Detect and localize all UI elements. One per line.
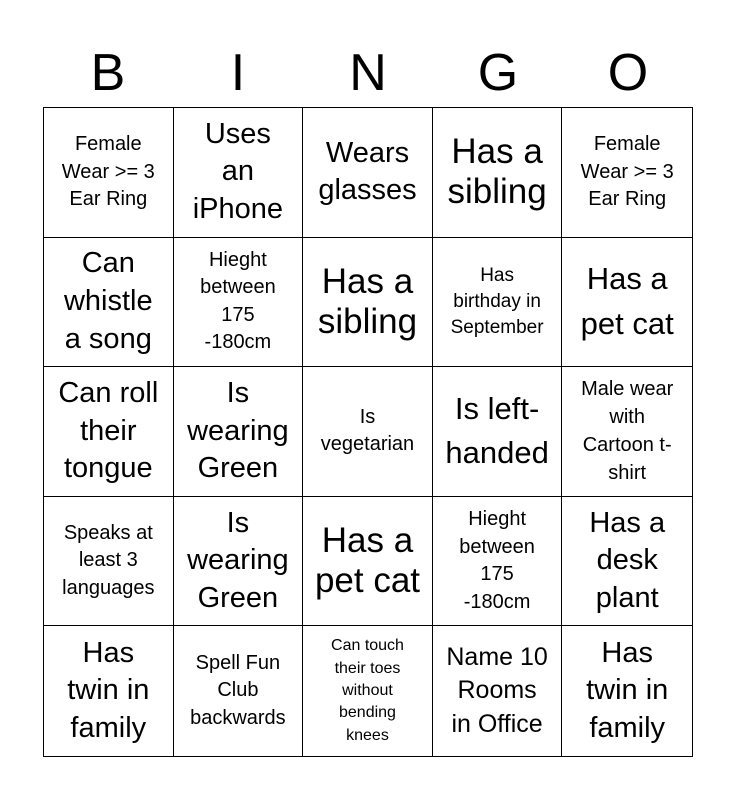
bingo-cell[interactable] [562,108,692,238]
bingo-cell[interactable] [433,626,563,756]
bingo-cell[interactable] [562,367,692,497]
cell-text: Has a sibling [447,132,547,212]
bingo-cell[interactable] [562,626,692,756]
bingo-board [43,107,693,757]
cell-text: Uses an iPhone [192,117,284,226]
bingo-cell[interactable] [433,108,563,238]
bingo-cell[interactable] [562,238,692,368]
header-letter-g: G [477,44,519,102]
bingo-cell[interactable] [44,497,174,627]
cell-text: Has a pet cat [580,260,674,341]
bingo-cell[interactable] [174,367,304,497]
cell-text: Speaks at least 3 languages [62,521,155,599]
bingo-cell[interactable] [44,367,174,497]
cell-text: Wears glasses [318,136,417,207]
cell-text: Is wearing Green [187,376,289,485]
cell-text: Is wearing Green [187,506,289,614]
cell-text: Can whistle a song [63,247,153,355]
cell-text: Has birthday in September [450,264,544,338]
cell-text: Hieght between 175 -180cm [459,507,535,613]
cell-text: Spell Fun Club backwards [190,651,286,729]
bingo-header [43,40,693,106]
header-letter-n: N [349,44,387,102]
cell-text: Can roll their tongue [58,376,159,485]
bingo-cell[interactable] [174,238,304,368]
cell-text: Is left- handed [445,390,549,471]
header-letter-b: B [90,44,126,102]
header-letter-i: I [230,44,246,102]
bingo-cell[interactable] [174,626,304,756]
bingo-cell[interactable] [303,626,433,756]
bingo-cell[interactable] [44,238,174,368]
bingo-cell[interactable] [44,108,174,238]
bingo-cell[interactable] [174,497,304,627]
cell-text: Has a sibling [317,261,418,341]
cell-text: Hieght between 175 -180cm [200,248,276,354]
cell-text: Female Wear >= 3 Ear Ring [61,132,155,211]
cell-text: Male wear with Cartoon t- shirt [581,378,674,485]
cell-text: Name 10 Rooms in Office [446,642,548,739]
cell-text: Female Wear >= 3 Ear Ring [580,132,674,211]
cell-text: Is vegetarian [320,405,415,456]
cell-text: Has twin in family [67,636,150,745]
header-letter-o: O [607,44,649,102]
cell-text: Has a desk plant [589,506,666,614]
bingo-cell[interactable] [303,108,433,238]
bingo-cell[interactable] [174,108,304,238]
cell-text: Has twin in family [586,636,669,745]
bingo-cell[interactable] [303,367,433,497]
bingo-cell[interactable] [433,367,563,497]
bingo-cell[interactable] [433,497,563,627]
bingo-cell[interactable] [562,497,692,627]
bingo-cell[interactable] [303,497,433,627]
bingo-cell[interactable] [303,238,433,368]
bingo-cell[interactable] [433,238,563,368]
cell-text: Can touch their toes without bending knees [331,637,404,744]
bingo-cell[interactable] [44,626,174,756]
cell-text: Has a pet cat [314,520,421,601]
